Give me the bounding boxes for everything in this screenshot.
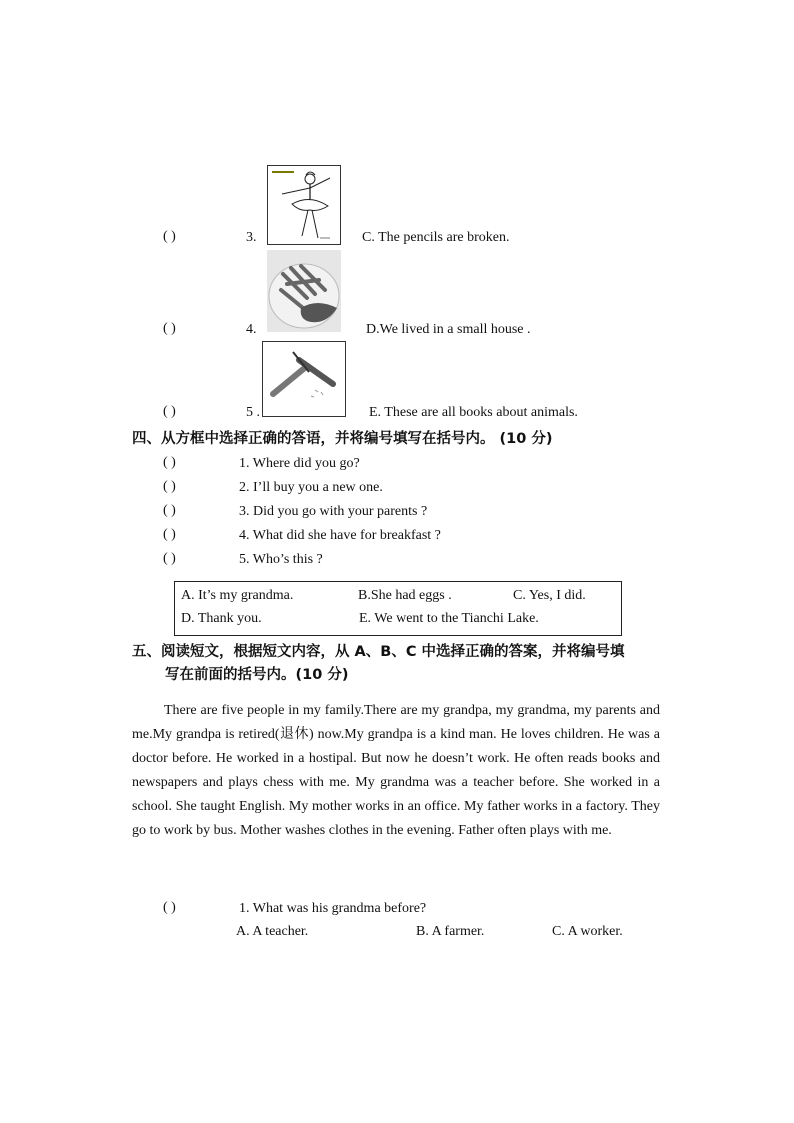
option-d: D. Thank you.	[181, 611, 262, 626]
question-text: 5. Who’s this ?	[239, 552, 323, 567]
answer-bracket[interactable]: ( )	[163, 551, 176, 566]
option-c: C. Yes, I did.	[513, 588, 586, 603]
question-number: 4.	[246, 322, 257, 337]
reading-passage	[132, 699, 660, 843]
choice-c: C. A worker.	[552, 924, 623, 939]
passage-text: There are five people in my family.There are my grandpa, my grandma, my parents and me.My grandpa is retired(退休) now.My grandpa is a kind man. He loves children. He was a doctor before. He worked in a hostipal. But now he doesn’t work. He often reads books and newspapers and plays chess with me. My grandma was a teacher before. She worked in a school. She taught English. My mother works in an office. My father works in a factory. They go to work by bus. Mother washes clothes in the evening. Father often plays with me.	[132, 703, 660, 838]
option-b: B.She had eggs .	[358, 588, 452, 603]
ballerina-image	[267, 165, 341, 245]
answer-bracket[interactable]: ( )	[163, 455, 176, 470]
choice-a: A. A teacher.	[236, 924, 309, 939]
answer-bracket[interactable]: ( )	[163, 527, 176, 542]
broken-pencil-icon	[263, 342, 345, 416]
answer-bracket[interactable]: ( )	[163, 900, 176, 915]
option-e: E. We went to the Tianchi Lake.	[359, 611, 539, 626]
option-a: A. It’s my grandma.	[181, 588, 294, 603]
answer-bracket[interactable]: ( )	[163, 503, 176, 518]
food-image	[267, 250, 341, 332]
pencil-image	[262, 341, 346, 417]
question-text: 1. Where did you go?	[239, 456, 360, 471]
option-text: E. These are all books about animals.	[369, 405, 578, 420]
option-text: C. The pencils are broken.	[362, 230, 510, 245]
section-heading: 五、阅读短文，根据短文内容，从 A、B、C 中选择正确的答案，并将编号填	[132, 644, 625, 660]
question-number: 3.	[246, 230, 257, 245]
section-heading: 四、从方框中选择正确的答语，并将编号填写在括号内。 (10 分)	[132, 431, 553, 447]
answer-bracket[interactable]: ( )	[163, 479, 176, 494]
choice-b: B. A farmer.	[416, 924, 485, 939]
ballerina-icon	[268, 166, 340, 244]
answer-bracket[interactable]: ( )	[163, 229, 176, 244]
option-text: D.We lived in a small house .	[366, 322, 531, 337]
question-number: 5 .	[246, 405, 260, 420]
answer-bracket[interactable]: ( )	[163, 404, 176, 419]
food-plate-icon	[267, 250, 341, 332]
question-text: 4. What did she have for breakfast ?	[239, 528, 441, 543]
question-text: 3. Did you go with your parents ?	[239, 504, 428, 519]
question-text: 1. What was his grandma before?	[239, 901, 427, 916]
question-text: 2. I’ll buy you a new one.	[239, 480, 383, 495]
section-heading-continued: 写在前面的括号内。(10 分)	[165, 667, 349, 683]
answer-bracket[interactable]: ( )	[163, 321, 176, 336]
